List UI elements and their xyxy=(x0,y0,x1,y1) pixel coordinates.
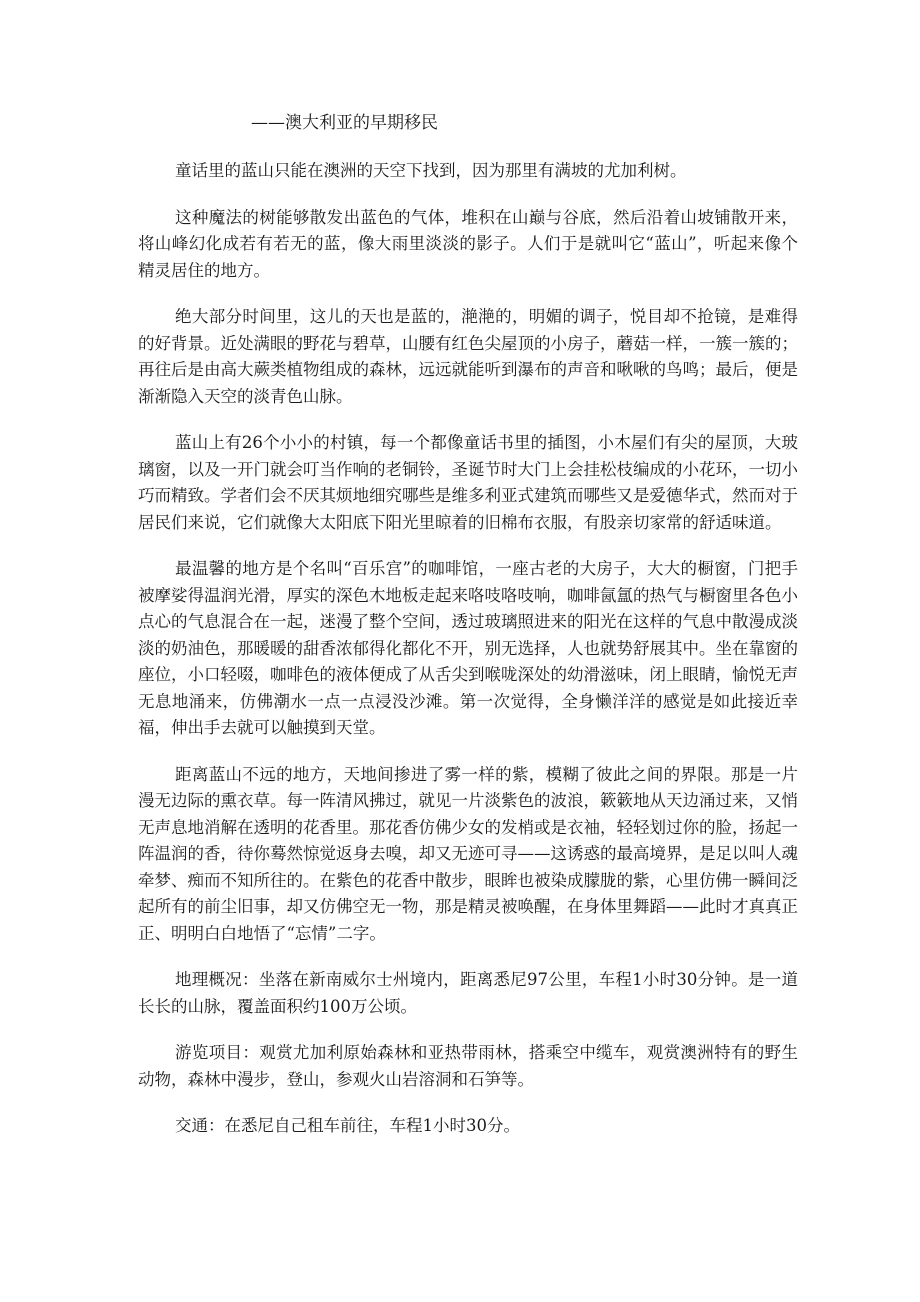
paragraph-transport: 交通：在悉尼自己租车前往，车程1小时30分。 xyxy=(175,1116,520,1135)
document-subtitle: ——澳大利亚的早期移民 xyxy=(251,113,438,133)
paragraph-villages: 蓝山上有26个小小的村镇，每一个都像童话书里的插图，小木屋们有尖的屋顶，大玻璃窗，以及一开门就会叮当作响的老铜铃，圣诞节时大门上会挂松枝编成的小花环，一切小巧而精致。学者们会不厌其烦地细究哪些是维多利亚式建筑而哪些又是爱德华式，然而对于居民们来说，它们就像大太阳底下阳光里晾着的旧棉布衣服，有股亲切家常的舒适味道。 xyxy=(138,433,798,532)
paragraph-geography: 地理概况：坐落在新南威尔士州境内，距离悉尼97公里，车程1小时30分钟。是一道长长的山脉，覆盖面积约100万公顷。 xyxy=(138,970,798,1016)
paragraph-sky-scenery: 绝大部分时间里，这儿的天也是蓝的，滟滟的，明媚的调子，悦目却不抢镜，是难得的好背景。近处满眼的野花与碧草，山腰有红色尖屋顶的小房子，蘑菇一样，一簇一簇的；再往后是由高大蕨类植物组成的森林，远远就能听到瀑布的声音和啾啾的鸟鸣；最后，便是渐渐隐入天空的淡青色山脉。 xyxy=(138,307,798,406)
paragraph-intro: 童话里的蓝山只能在澳洲的天空下找到，因为那里有满坡的尤加利树。 xyxy=(175,161,687,180)
paragraph-attractions: 游览项目：观赏尤加利原始森林和亚热带雨林，搭乘空中缆车，观赏澳洲特有的野生动物，森林中漫步，登山，参观火山岩溶洞和石笋等。 xyxy=(138,1043,798,1089)
paragraph-cafe: 最温馨的地方是个名叫“百乐宫”的咖啡馆，一座古老的大房子，大大的橱窗，门把手被摩娑得温润光滑，厚实的深色木地板走起来咯吱咯吱响，咖啡氤氲的热气与橱窗里各色小点心的气息混合在一起，迷漫了整个空间，透过玻璃照进来的阳光在这样的气息中散漫成淡淡的奶油色，那暖暖的甜香浓郁得化都化不开，别无选择，人也就势舒展其中。坐在靠窗的座位，小口轻啜，咖啡色的液体便成了从舌尖到喉咙深处的幼滑滋味，闭上眼睛，愉悦无声无息地涌来，仿佛潮水一点一点浸没沙滩。第一次觉得，全身懒洋洋的感觉是如此接近幸福，伸出手去就可以触摸到天堂。 xyxy=(138,559,798,737)
document-page xyxy=(138,110,798,1160)
paragraph-magic-trees: 这种魔法的树能够散发出蓝色的气体，堆积在山巅与谷底，然后沿着山坡铺散开来，将山峰幻化成若有若无的蓝，像大雨里淡淡的影子。人们于是就叫它“蓝山”，听起来像个精灵居住的地方。 xyxy=(138,207,798,280)
paragraph-lavender: 距离蓝山不远的地方，天地间掺进了雾一样的紫，模糊了彼此之间的界限。那是一片漫无边际的熏衣草。每一阵清风拂过，就见一片淡紫色的波浪，簌簌地从天边涌过来，又悄无声息地消解在透明的花香里。那花香仿佛少女的发梢或是衣袖，轻轻划过你的脸，扬起一阵温润的香，待你蓦然惊觉返身去嗅，却又无迹可寻——这诱惑的最高境界，是足以叫人魂牵梦、痴而不知所往的。在紫色的花香中散步，眼眸也被染成朦胧的紫，心里仿佛一瞬间泛起所有的前尘旧事，却又仿佛空无一物，那是精灵被唤醒，在身体里舞蹈——此时才真真正正、明明白白地悟了“忘情”二字。 xyxy=(138,764,798,943)
